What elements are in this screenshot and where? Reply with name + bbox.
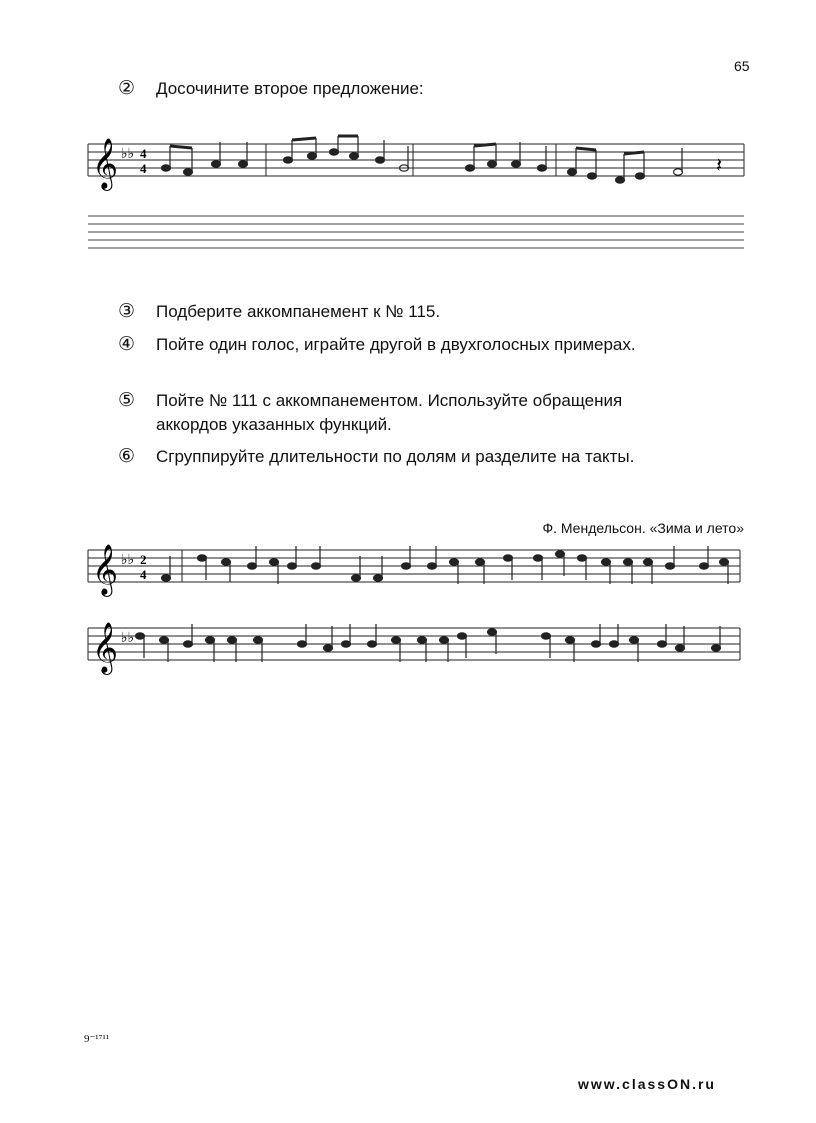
melody-staff-3 [88, 618, 740, 673]
time-signature-top: 4 [140, 146, 147, 161]
melody-notes [136, 624, 721, 662]
composer-attribution: Ф. Мендельсон. «Зима и лето» [542, 520, 744, 536]
time-signature-bottom: 4 [140, 567, 147, 582]
treble-clef-icon: 𝄞 [92, 622, 119, 673]
key-signature: ♭♭ [121, 146, 135, 162]
page-number: 65 [734, 58, 750, 74]
print-code: 9⁻¹⁷¹¹ [84, 1033, 110, 1045]
task-number: ⑤ [118, 390, 136, 411]
time-signature-bottom: 4 [140, 161, 147, 176]
quarter-rest-icon: 𝄽 [716, 153, 723, 177]
task-number: ④ [118, 334, 136, 355]
task-number: ② [118, 78, 136, 99]
melody-staff-2 [88, 540, 740, 595]
time-signature-top: 2 [140, 552, 147, 567]
task-text: Подберите аккомпанемент к № 115. [156, 302, 441, 321]
task-number: ⑥ [118, 446, 136, 467]
task-text: Досочините второе предложение: [156, 79, 424, 98]
task-number: ③ [118, 301, 136, 322]
empty-staff [88, 214, 744, 254]
task-text: Сгруппируйте длительности по долям и разделите на такты. [156, 447, 635, 466]
key-signature: ♭♭ [121, 630, 135, 646]
melody-staff-1 [88, 136, 744, 189]
melody-notes [162, 546, 729, 584]
treble-clef-icon: 𝄞 [92, 138, 119, 189]
task-text: Пойте один голос, играйте другой в двухголосных примерах. [156, 335, 636, 354]
key-signature: ♭♭ [121, 552, 135, 568]
site-link[interactable]: www.classON.ru [578, 1076, 716, 1092]
task-text: Пойте № 111 с аккомпанементом. Используйте обращения аккордов указанных функций. [156, 391, 623, 434]
treble-clef-icon: 𝄞 [92, 544, 119, 595]
